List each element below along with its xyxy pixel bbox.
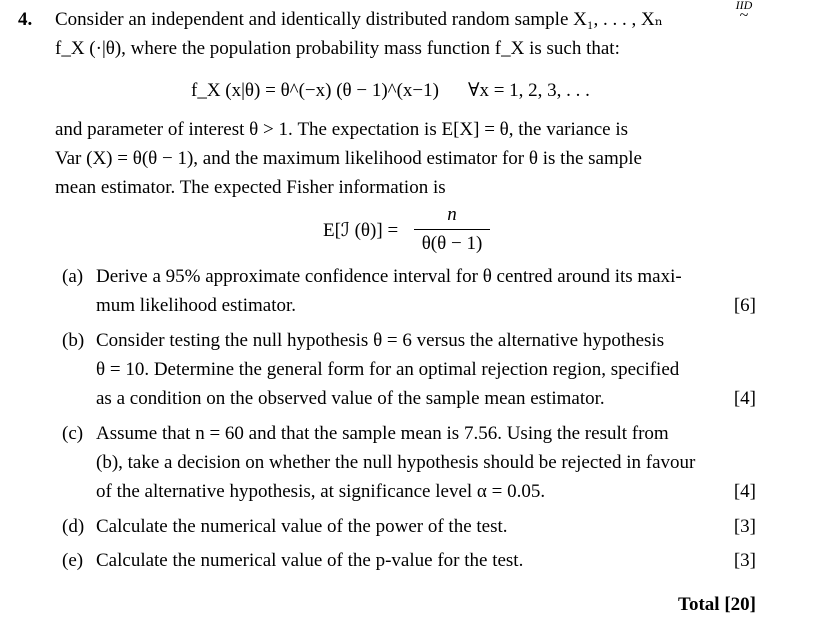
pmf-support: ∀x = 1, 2, 3, . . . xyxy=(468,80,590,101)
part-marks: [3] xyxy=(733,550,756,571)
iid-tilde: ~ xyxy=(739,7,749,24)
part-label: (b) xyxy=(62,330,85,351)
part-line: θ = 10. Determine the general form for an optimal rejection region, specified xyxy=(96,359,680,380)
part-marks: [6] xyxy=(733,295,756,316)
question-number: 4. xyxy=(18,9,33,30)
intro-line-2: f_X (·|θ), where the population probability mass function f_X is such that: xyxy=(55,38,620,59)
part-label: (e) xyxy=(62,550,84,571)
paragraph-line-2: Var (X) = θ(θ − 1), and the maximum likelihood estimator for θ is the sample xyxy=(55,148,642,169)
fraction-bar xyxy=(414,229,490,230)
part-label: (a) xyxy=(62,266,84,287)
part-line: mum likelihood estimator. xyxy=(96,295,297,316)
iid-annotation xyxy=(731,0,757,24)
part-marks: [3] xyxy=(733,516,756,537)
part-line: Calculate the numerical value of the power of the test. xyxy=(96,516,508,537)
iid-label: IID xyxy=(735,0,753,12)
paragraph-line-3: mean estimator. The expected Fisher information is xyxy=(55,177,446,198)
intro-line-1: Consider an independent and identically distributed random sample X₁, . . . , Xₙ xyxy=(55,9,663,30)
part-label: (c) xyxy=(62,423,84,444)
part-marks: [4] xyxy=(733,481,756,502)
paragraph-line-1: and parameter of interest θ > 1. The expectation is E[X] = θ, the variance is xyxy=(55,119,628,140)
part-line: Assume that n = 60 and that the sample mean is 7.56. Using the result from xyxy=(96,423,669,444)
part-line: Calculate the numerical value of the p-value for the test. xyxy=(96,550,524,571)
fisher-information-fraction xyxy=(414,203,490,256)
pmf-formula: f_X (x|θ) = θ^(−x) (θ − 1)^(x−1) xyxy=(191,80,439,101)
part-label: (d) xyxy=(62,516,85,537)
part-line: as a condition on the observed value of the sample mean estimator. xyxy=(96,388,605,409)
part-line: Consider testing the null hypothesis θ = 6 versus the alternative hypothesis xyxy=(96,330,665,351)
fisher-numerator: n xyxy=(447,204,457,225)
fisher-denominator: θ(θ − 1) xyxy=(421,233,483,254)
part-line: of the alternative hypothesis, at significance level α = 0.05. xyxy=(96,481,546,502)
total-marks: Total [20] xyxy=(678,594,756,615)
fisher-information-lhs: E[ℐ (θ)] = xyxy=(323,220,399,241)
part-marks: [4] xyxy=(733,388,756,409)
part-line: Derive a 95% approximate confidence interval for θ centred around its maxi- xyxy=(96,266,682,287)
part-line: (b), take a decision on whether the null hypothesis should be rejected in favour xyxy=(96,452,696,473)
